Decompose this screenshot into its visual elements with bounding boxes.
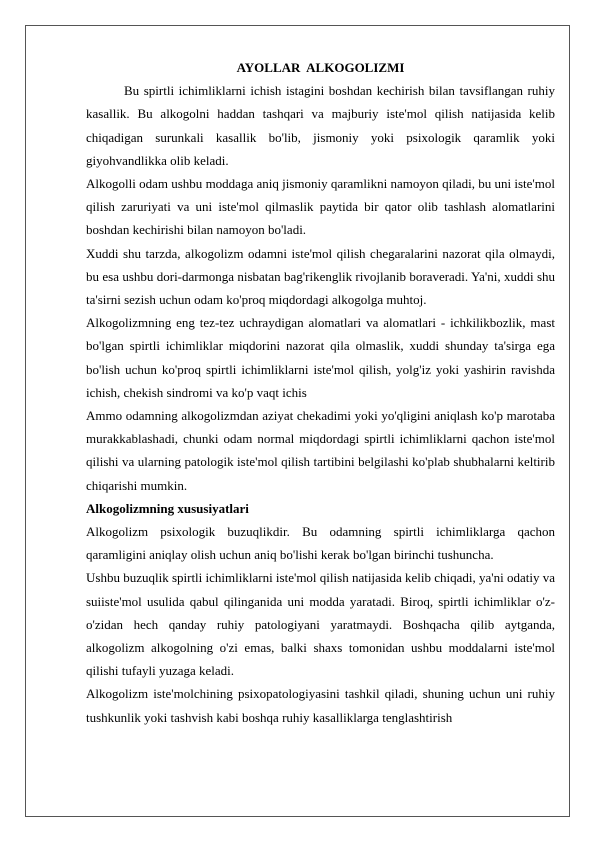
document-body (86, 56, 555, 729)
section-heading: Alkogolizmning xususiyatlari (86, 500, 249, 516)
paragraph: Alkogolizm psixologik buzuqlikdir. Bu odamning spirtli ichimliklarga qachon qaramligini aniqlay olish uchun aniq bo'lishi kerak bo'lgan birinchi tushuncha. (86, 524, 555, 563)
paragraph: Ushbu buzuqlik spirtli ichimliklarni iste'mol qilish natijasida kelib chiqadi, ya'ni odatiy va suiiste'mol usulida qabul qilinganida uni modda yaratadi. Biroq, spirtli ichimliklar o'z-o'zidan hech qanday ruhiy patologiyani yaratmaydi. Boshqacha qilib aytganda, alkogolizm alkogolning o'zi emas, balki shaxs tomonidan ushbu moddalarni iste'mol qilishi tufayli yuzaga keladi. (86, 570, 556, 679)
paragraph: Alkogolizm iste'molchining psixopatologiyasini tashkil qiladi, shuning uchun uni ruhiy tushkunlik yoki tashvish kabi boshqa ruhiy kasalliklarga tenglashtirish (86, 686, 555, 725)
paragraph-intro: Bu spirtli ichimliklarni ichish istagini boshdan kechirish bilan tavsiflangan ruhiy kasallik. Bu alkogolni haddan tashqari va majburiy iste'mol qilish natijasida kelib chiqadigan surunkali kasallik bo'lib, jismoniy yoki psixologik qaramlik yoki giyohvandlikka olib keladi. (86, 83, 555, 168)
paragraph: Alkogolizmning eng tez-tez uchraydigan alomatlari va alomatlari - ichkilikbozlik, mast bo'lgan spirtli ichimliklar miqdorini nazorat qila olmaslik, xuddi shunday ta'sirga ega bo'lish uchun ko'proq spirtli ichimliklarni iste'mol qilish, yolg'iz yoki yashirin ravishda ichish, chekish sindromi va ko'p vaqt ichis (86, 315, 555, 400)
paragraph: Alkogolli odam ushbu moddaga aniq jismoniy qaramlikni namoyon qiladi, bu uni iste'mol qilish zaruriyati va uni iste'mol qilmaslik paytida bir qator olib tashlash alomatlarini boshdan kechirishi bilan namoyon bo'ladi. (86, 176, 555, 238)
document-title: AYOLLAR ALKOGOLIZMI (236, 60, 405, 75)
paragraph: Xuddi shu tarzda, alkogolizm odamni iste'mol qilish chegaralarini nazorat qila olmaydi, bu esa ushbu dori-darmonga nisbatan bag'rikenglik rivojlanib boraveradi. Ya'ni, xuddi shu ta'sirni sezish uchun odam ko'proq miqdordagi alkogolga muhtoj. (86, 245, 555, 308)
paragraph: Ammo odamning alkogolizmdan aziyat chekadimi yoki yo'qligini aniqlash ko'p marotaba murakkablashadi, chunki odam normal miqdordagi spirtli ichimliklarni qachon iste'mol qilishi va ularning patologik iste'mol qilish tartibini belgilashi ko'plab shubhalarni keltirib chiqarishi mumkin. (86, 408, 555, 493)
